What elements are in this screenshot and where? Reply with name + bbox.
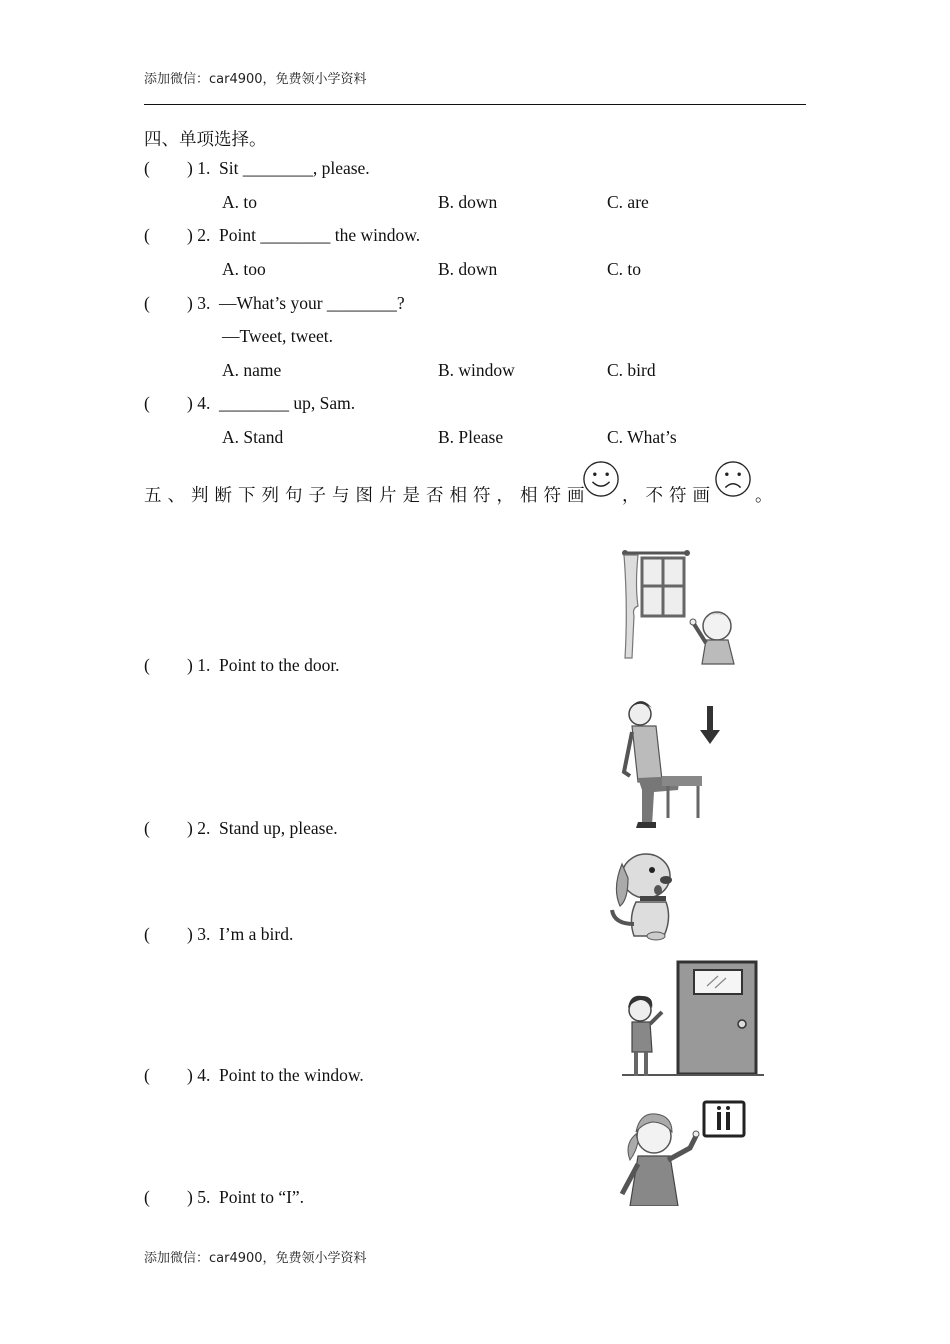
option-b: B. down: [438, 192, 498, 212]
page-footer: 添加微信：car4900，免费领小学资料: [144, 1251, 367, 1266]
page-header: 添加微信：car4900，免费领小学资料: [144, 72, 367, 87]
option-a: A. name: [222, 360, 282, 380]
option-c: C. to: [607, 259, 642, 279]
man-sitting-picture: [618, 690, 728, 835]
question-number: ) 4.: [187, 393, 211, 413]
door-child-picture: [622, 958, 764, 1082]
answer-paren: (: [144, 1187, 150, 1207]
answer-paren: (: [144, 655, 150, 675]
answer-paren: (: [144, 225, 150, 245]
question-text: —What’s your ________?: [219, 293, 405, 313]
section5-title-part1: 五、判断下列句子与图片是否相符，相符画: [144, 486, 591, 506]
option-c: C. What’s: [607, 427, 677, 447]
dog-picture: [606, 848, 680, 942]
smiley-face-icon: [582, 460, 620, 498]
item-number: ) 5.: [187, 1187, 211, 1207]
girl-pointing-picture: [616, 1094, 750, 1206]
option-b: B. down: [438, 259, 498, 279]
question-number: ) 2.: [187, 225, 211, 245]
question-text: Sit ________, please.: [219, 158, 370, 178]
item-number: ) 1.: [187, 655, 211, 675]
item-text: Point to the window.: [219, 1065, 364, 1085]
item-text: Point to the door.: [219, 655, 340, 675]
answer-paren: (: [144, 1065, 150, 1085]
question-text: ________ up, Sam.: [219, 393, 356, 413]
option-a: A. Stand: [222, 427, 284, 447]
answer-paren: (: [144, 293, 150, 313]
item-text: Stand up, please.: [219, 818, 338, 838]
option-c: C. are: [607, 192, 649, 212]
question-text-reply: —Tweet, tweet.: [222, 326, 334, 346]
sad-face-icon: [714, 460, 752, 498]
section5-title-part3: 。: [755, 486, 779, 506]
header-rule: [144, 104, 806, 105]
section5-title-part2: ，不符画: [622, 486, 716, 506]
question-number: ) 3.: [187, 293, 211, 313]
section4-title: 四、单项选择。: [144, 130, 267, 150]
option-b: B. Please: [438, 427, 504, 447]
answer-paren: (: [144, 924, 150, 944]
item-number: ) 4.: [187, 1065, 211, 1085]
answer-paren: (: [144, 158, 150, 178]
question-number: ) 1.: [187, 158, 211, 178]
option-c: C. bird: [607, 360, 656, 380]
item-text: I’m a bird.: [219, 924, 294, 944]
item-text: Point to “I”.: [219, 1187, 305, 1207]
item-number: ) 2.: [187, 818, 211, 838]
option-b: B. window: [438, 360, 515, 380]
option-a: A. too: [222, 259, 266, 279]
answer-paren: (: [144, 393, 150, 413]
answer-paren: (: [144, 818, 150, 838]
question-text: Point ________ the window.: [219, 225, 421, 245]
item-number: ) 3.: [187, 924, 211, 944]
option-a: A. to: [222, 192, 257, 212]
window-child-picture: [622, 546, 740, 670]
